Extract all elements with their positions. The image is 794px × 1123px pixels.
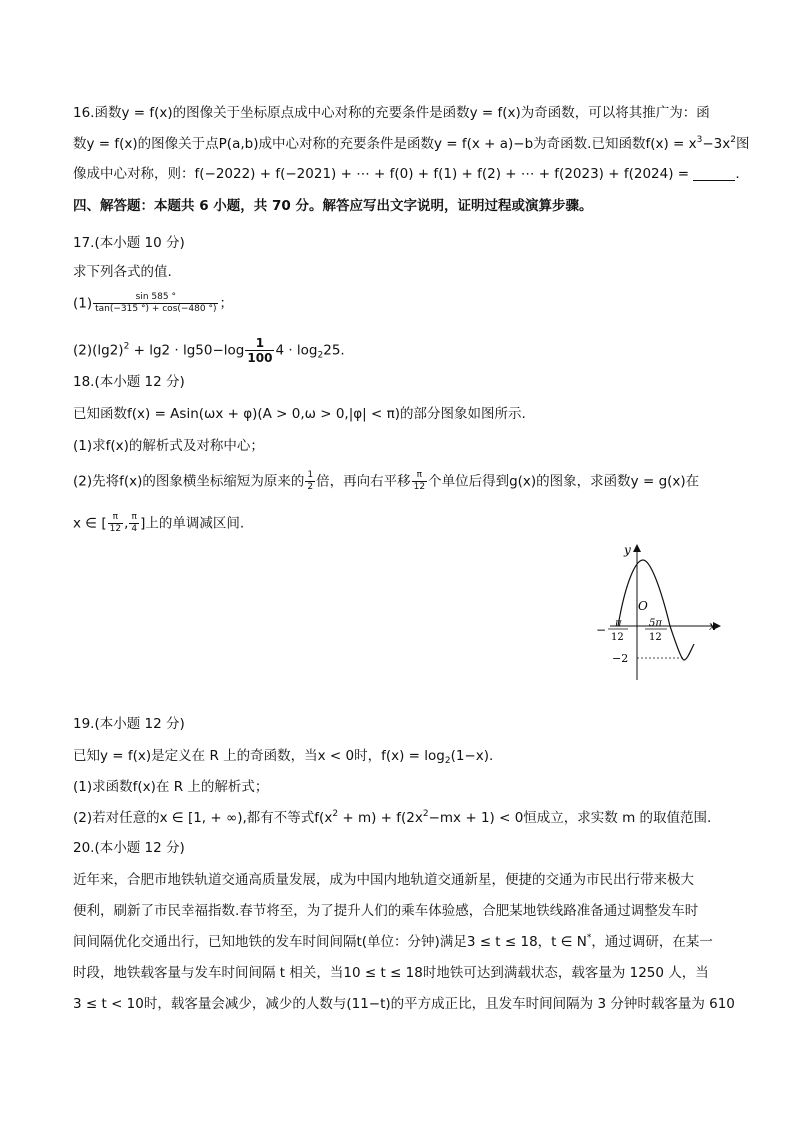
q16-line3: 像成中心对称，则：f(−2022) + f(−2021) + ⋯ + f(0) + f(1) + f(2) + ⋯ + f(2023) + f(2024) = .	[73, 166, 740, 182]
q18-given: 已知函数f(x) = Asin(ωx + φ)(A > 0,ω > 0,|φ| < π)的部分图象如图所示.	[73, 406, 526, 422]
section-heading: 四、解答题：本题共 6 小题，共 70 分。解答应写出文字说明，证明过程或演算步骤。	[73, 198, 593, 214]
sine-graph	[590, 540, 730, 685]
x-axis-label: x	[709, 619, 716, 633]
q16-line1: 16.函数y = f(x)的图像关于坐标原点成中心对称的充要条件是函数y = f(x)为奇函数，可以将其推广为：函	[73, 105, 710, 121]
q17-part2: $(2)(\lg 2)^2 + \lg 2 \cdot \lg 50-\log$ $\frac{1}{100}$ $4 \cdot \log_225$.	[73, 336, 345, 365]
q17-part1: (1) $\frac{\sin 585 ^\circ}{\tan(-315 ^\circ) + \cos(-480 ^\circ)}$ ；	[73, 292, 233, 314]
answer-blank	[693, 166, 735, 181]
q19-header: 19.(本小题 12 分)	[73, 716, 185, 732]
origin-label: O	[638, 599, 648, 613]
q19-part1: (1)求函数f(x)在 R 上的解析式；	[73, 779, 269, 795]
q20-line1: 近年来，合肥市地铁轨道交通高质量发展，成为中国内地轨道交通新星，便捷的交通为市民出行带来极大	[73, 872, 694, 888]
tick-left-sign: −	[596, 623, 607, 637]
q20-line2: 便利，刷新了市民幸福指数.春节将至，为了提升人们的乘车体验感，合肥某地铁线路准备通过调整发车时	[73, 903, 699, 919]
q20-header: 20.(本小题 12 分)	[73, 840, 185, 856]
q18-part1: (1)求f(x)的解析式及对称中心；	[73, 438, 264, 454]
tick-right-num: 5π	[649, 618, 662, 629]
q18-part2: (2)先将f(x)的图象横坐标缩短为原来的 $\frac{1}{2}$ 倍，再向右平移 $\frac{\pi}{12}$ 个单位后得到g(x)的图象，求函数y = g(x)在	[73, 470, 700, 492]
y-axis-label: y	[624, 543, 631, 557]
tick-left-den: 12	[611, 632, 624, 643]
y-min-label: −2	[612, 652, 629, 665]
tick-left-num: π	[615, 618, 622, 629]
q19-given: 已知y = f(x)是定义在 R 上的奇函数，当x < 0时，$f(x) = \log_2(1-x)$.	[73, 748, 494, 766]
q17-prompt: 求下列各式的值.	[73, 264, 172, 280]
tick-right-den: 12	[649, 632, 662, 643]
q18-part3: x ∈ [ $\frac{\pi}{12}$ , $\frac{\pi}{4}$ ]上的单调减区间.	[73, 512, 245, 534]
q17-header: 17.(本小题 10 分)	[73, 235, 185, 251]
sine-curve	[618, 560, 694, 660]
q18-header: 18.(本小题 12 分)	[73, 374, 185, 390]
q20-line5: 3 ≤ t < 10时，载客量会减少，减少的人数与(11−t)的平方成正比，且发车时间间隔为 3 分钟时载客量为 610	[73, 996, 735, 1012]
q20-line3: 间间隔优化交通出行，已知地铁的发车时间间隔t(单位：分钟)满足3 ≤ t ≤ 18，t ∈ N*，通过调研，在某一	[73, 933, 713, 950]
q19-part2: (2)若对任意的x ∈ [1, + ∞),都有不等式$f(x^2 + m) + f(2x^2-mx + 1) < 0$恒成立，求实数 m 的取值范围.	[73, 809, 712, 826]
q16-line2: 数y = f(x)的图像关于点P(a,b)成中心对称的充要条件是函数y = f(x + a)−b为奇函数.已知函数$f(x) = x^3-3x^2$图	[73, 135, 750, 152]
q20-line4: 时段，地铁载客量与发车时间间隔 t 相关，当10 ≤ t ≤ 18时地铁可达到满载状态，载客量为 1250 人，当	[73, 965, 709, 981]
